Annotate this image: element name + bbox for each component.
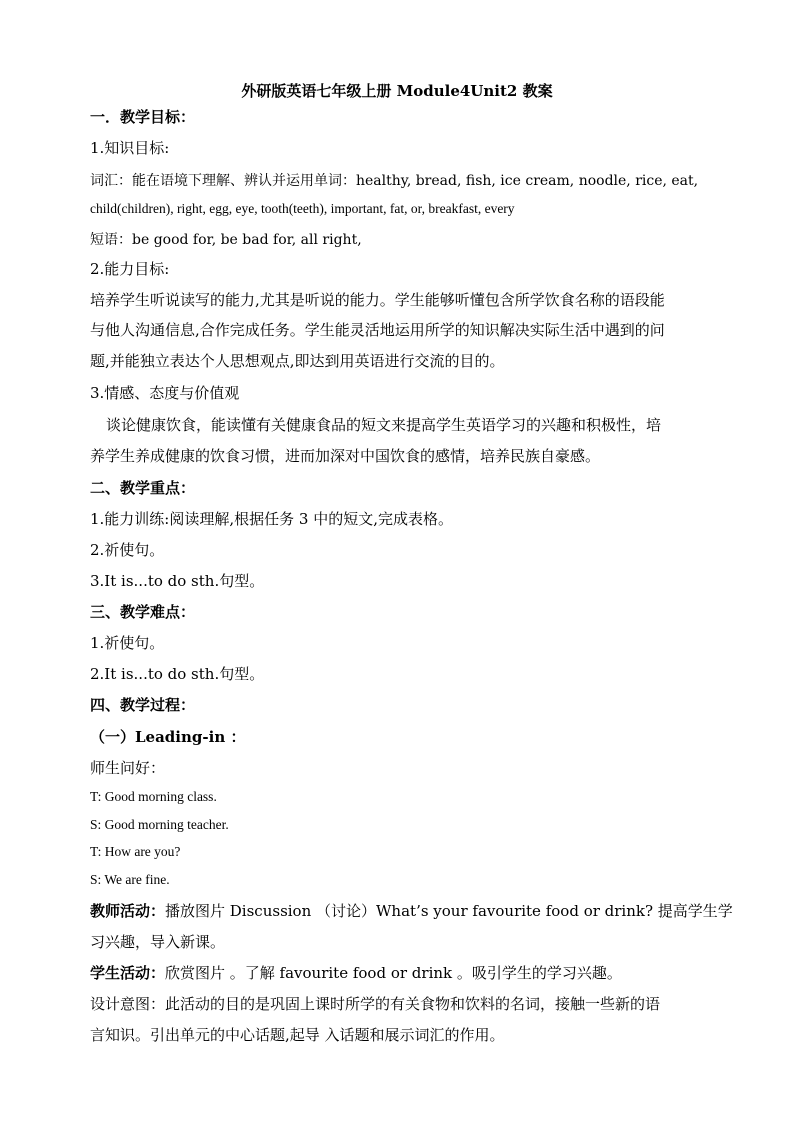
phrases-line: 短语：be good for, be bad for, all right, [90,232,362,248]
emotion-paragraph-line-1: 谈论健康饮食，能读懂有关健康食品的短文来提高学生英语学习的兴趣和积极性，培 [106,416,662,434]
key-point-item: 3.It is...to do sth.句型。 [90,572,265,590]
ability-paragraph-line-2: 与他人沟通信息,合作完成任务。学生能灵活地运用所学的知识解决实际生活中遇到的问 [90,321,665,339]
section-heading-key-points: 二、教学重点： [90,479,196,497]
emotion-paragraph-line-2: 养学生养成健康的饮食习惯，进而加深对中国饮食的感情，培养民族自豪感。 [90,447,601,465]
teacher-activity-line-2: 习兴趣，导入新课。 [90,933,226,951]
leading-in-heading: （一）Leading-in ： [90,728,246,746]
knowledge-objectives-heading: 1.知识目标: [90,139,170,157]
dialogue-line: S: Good morning teacher. [90,817,229,832]
teacher-activity-line-1 [90,900,733,921]
ability-paragraph-line-1: 培养学生听说读写的能力,尤其是听说的能力。学生能够听懂包含所学饮食名称的语段能 [90,291,665,309]
section-heading-difficulties: 三、教学难点： [90,603,196,621]
difficulty-item: 2.It is...to do sth.句型。 [90,665,265,683]
dialogue-line: T: Good morning class. [90,789,217,804]
student-activity-label: 学生活动： [90,964,166,982]
page-title: 外研版英语七年级上册 Module4Unit2 教案 [241,82,553,100]
greeting-label: 师生问好： [90,759,166,777]
dialogue-line: S: We are fine. [90,872,170,887]
design-intent-line-2: 言知识。引出单元的中心话题,起导 入话题和展示词汇的作用。 [90,1026,505,1044]
key-point-item: 2.祈使句。 [90,541,165,559]
design-intent-line-1: 设计意图：此活动的目的是巩固上课时所学的有关食物和饮料的名词，接触一些新的语 [90,995,661,1013]
difficulty-item: 1.祈使句。 [90,634,165,652]
teacher-activity-text: 播放图片 Discussion （讨论）What’s your favourite food or drink? 提高学生学 [165,902,733,920]
ability-paragraph-line-3: 题,并能独立表达个人思想观点,即达到用英语进行交流的目的。 [90,352,505,370]
student-activity-text: 欣赏图片 。了解 favourite food or drink 。吸引学生的学习兴趣。 [165,964,622,982]
vocabulary-line-2: child(children), right, egg, eye, tooth(teeth), important, fat, or, breakfast, every [90,201,515,216]
dialogue-line: T: How are you? [90,844,181,859]
section-heading-objectives: 一．教学目标： [90,108,196,126]
ability-objectives-heading: 2.能力目标: [90,260,170,278]
section-heading-process: 四、教学过程： [90,696,196,714]
emotion-objectives-heading: 3.情感、态度与价值观 [90,384,240,402]
vocabulary-line-1: 词汇：能在语境下理解、辨认并运用单词：healthy, bread, fish, ice cream, noodle, rice, eat, [90,173,699,189]
student-activity-line [90,962,622,983]
teacher-activity-label: 教师活动： [90,902,166,920]
key-point-item: 1.能力训练:阅读理解,根据任务 3 中的短文,完成表格。 [90,510,453,528]
